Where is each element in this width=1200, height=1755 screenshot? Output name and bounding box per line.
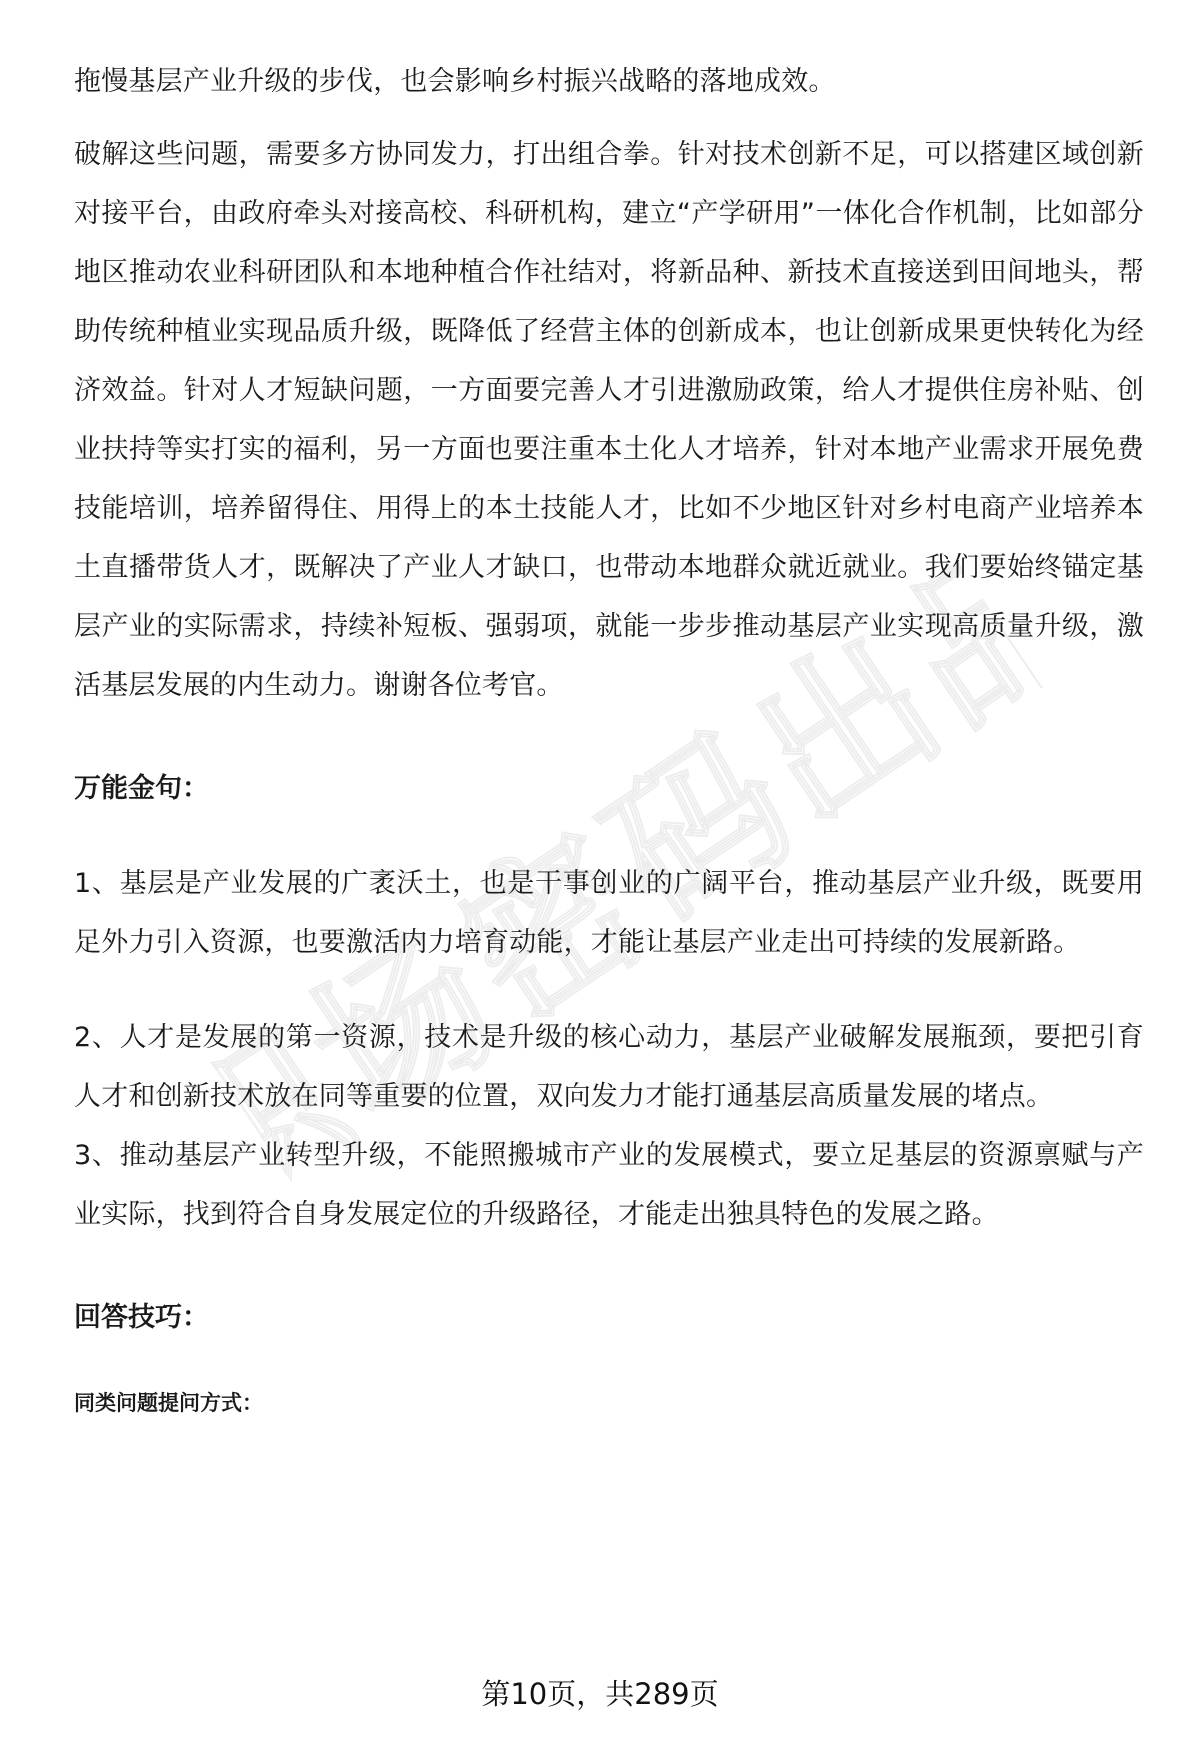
golden-sentence-item: 1、基层是产业发展的广袤沃土，也是干事创业的广阔平台，推动基层产业升级，既要用足外力引入资源，也要激活内力培育动能，才能让基层产业走出可持续的发展新路。	[74, 868, 1144, 958]
paragraph-solutions: 破解这些问题，需要多方协同发力，打出组合拳。针对技术创新不足，可以搭建区域创新对接平台，由政府牵头对接高校、科研机构，建立“产学研用”一体化合作机制，比如部分地区推动农业科研团队和本地种植合作社结对，将新品种、新技术直接送到田间地头，帮助传统种植业实现品质升级，既降低了经营主体的创新成本，也让创新成果更快转化为经济效益。针对人才短缺问题，一方面要完善人才引进激励政策，给人才提供住房补贴、创业扶持等实打实的福利，另一方面也要注重本土化人才培养，针对本地产业需求开展免费技能培训，培养留得住、用得上的本土技能人才，比如不少地区针对乡村电商产业培养本土直播带货人才，既解决了产业人才缺口，也带动本地群众就近就业。我们要始终锚定基层产业的实际需求，持续补短板、强弱项，就能一步步推动基层产业实现高质量升级，激活基层发展的内生动力。谢谢各位考官。	[74, 139, 1144, 701]
answer-tips-heading: 回答技巧：	[74, 1302, 209, 1333]
document-body	[74, 52, 1144, 1423]
golden-sentences-heading: 万能金句：	[74, 773, 209, 804]
similar-questions-subheading: 同类问题提问方式：	[74, 1391, 263, 1415]
page-number: 第10页，共289页	[481, 1677, 719, 1711]
golden-sentence-item: 2、人才是发展的第一资源，技术是升级的核心动力，基层产业破解发展瓶颈，要把引育人才和创新技术放在同等重要的位置，双向发力才能打通基层高质量发展的堵点。	[74, 1022, 1144, 1112]
golden-sentence-item: 3、推动基层产业转型升级，不能照搬城市产业的发展模式，要立足基层的资源禀赋与产业实际，找到符合自身发展定位的升级路径，才能走出独具特色的发展之路。	[74, 1140, 1144, 1230]
watermark-text: 职场密码出品	[189, 528, 1071, 1232]
paragraph-continuation: 拖慢基层产业升级的步伐，也会影响乡村振兴战略的落地成效。	[74, 66, 836, 97]
